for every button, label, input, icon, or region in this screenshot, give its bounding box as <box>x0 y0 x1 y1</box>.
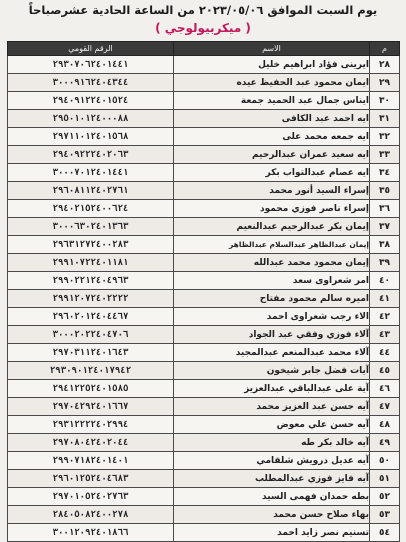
row-number: ٤٣ <box>370 326 400 344</box>
national-id: ٢٩٩٠٧١٨٢٤٠١٤٠١ <box>8 452 174 470</box>
student-name: آيات فضل جابر شيخون <box>174 362 370 380</box>
student-name: ايه سعيد عمران عبدالرحيم <box>174 146 370 164</box>
student-name: ايمان محمود عبد الحفيظ عيده <box>174 74 370 92</box>
header-num: م <box>370 42 400 56</box>
table-row <box>8 236 400 254</box>
table-row <box>8 362 400 380</box>
row-number: ٤٩ <box>370 434 400 452</box>
table-row <box>8 182 400 200</box>
national-id: ٢٩٧٠٣١١٢٤٠١٦٤٣ <box>8 344 174 362</box>
student-name: الاء رجب شعراوى احمد <box>174 308 370 326</box>
table-row <box>8 254 400 272</box>
national-id: ٢٩٤١٢٢٥٢٤٠١٥٨٥ <box>8 380 174 398</box>
row-number: ٤٨ <box>370 416 400 434</box>
table-row <box>8 326 400 344</box>
national-id: ٢٩٦٠١٢٥٢٤٠٤٦٨٣ <box>8 470 174 488</box>
row-number: ٤٥ <box>370 362 400 380</box>
student-name: آلاء فوزي وفقي عبد الجواد <box>174 326 370 344</box>
student-name: آية على عبدالباقي عبدالعزيز <box>174 380 370 398</box>
row-number: ٤٦ <box>370 380 400 398</box>
student-name: بطه حمدان فهمى السيد <box>174 488 370 506</box>
student-name: بهاء صلاح حسن محمد <box>174 506 370 524</box>
table-row <box>8 110 400 128</box>
row-number: ٣١ <box>370 110 400 128</box>
row-number: ٣٣ <box>370 146 400 164</box>
row-number: ٤٤ <box>370 344 400 362</box>
student-name: آيه حسن علي معوض <box>174 416 370 434</box>
table-row <box>8 164 400 182</box>
row-number: ٤٢ <box>370 308 400 326</box>
student-name: ايناس جمال عبد الحميد جمعة <box>174 92 370 110</box>
table-row <box>8 200 400 218</box>
national-id: ٢٩٤٠٩١٢٢٤٠١٥٢٤ <box>8 92 174 110</box>
national-id: ٢٩٧١١٠١٢٤٠١٥٦٨ <box>8 128 174 146</box>
student-name: ايرينى فؤاد ابراهيم خليل <box>174 56 370 74</box>
row-number: ٣٨ <box>370 236 400 254</box>
table-row <box>8 416 400 434</box>
national-id: ٣٠٠١٢٠٩٢٤٠١٨٦٦ <box>8 524 174 542</box>
row-number: ٣٧ <box>370 218 400 236</box>
row-number: ٣٤ <box>370 164 400 182</box>
table-row <box>8 380 400 398</box>
row-number: ٢٩ <box>370 74 400 92</box>
student-name: آيه عديل درويش شلقامي <box>174 452 370 470</box>
row-number: ٣٩ <box>370 254 400 272</box>
national-id: ٢٩٩١٠٧٢٢٤٠١١٨١ <box>8 254 174 272</box>
student-name: آيه حسن عبد العزيز محمد <box>174 398 370 416</box>
table-row <box>8 506 400 524</box>
national-id: ٢٩٦٠٢٠١٢٤٠٤٤٦٧ <box>8 308 174 326</box>
table-row <box>8 488 400 506</box>
row-number: ٤٠ <box>370 272 400 290</box>
national-id: ٢٩٤٠٢١٥٢٤٠٠٦٢٤ <box>8 200 174 218</box>
row-number: ٥٠ <box>370 452 400 470</box>
national-id: ٢٩٧٠١٠٥٢٤٠٢٧٦٣ <box>8 488 174 506</box>
row-number: ٤١ <box>370 290 400 308</box>
table-row <box>8 398 400 416</box>
table-row <box>8 308 400 326</box>
national-id: ٣٠٠٠٦٣٠٢٤٠١٣٦٣ <box>8 218 174 236</box>
table-row <box>8 74 400 92</box>
row-number: ٥٤ <box>370 524 400 542</box>
students-table <box>7 41 400 542</box>
row-number: ٣٢ <box>370 128 400 146</box>
national-id: ٢٩٥٠١٠١٢٤٠٠٠٨٨ <box>8 110 174 128</box>
student-name: ايه جمعه محمد على <box>174 128 370 146</box>
national-id: ٢٩٩٠٢٢١٢٤٠٤٩٦٣ <box>8 272 174 290</box>
national-id: ٢٩٣٠٧٠٦٢٤٠١٤٤١ <box>8 56 174 74</box>
student-name: ايه احمد عبد الكافى <box>174 110 370 128</box>
table-row <box>8 470 400 488</box>
student-name: إيمان محمود محمد عبدالله <box>174 254 370 272</box>
national-id: ٣٠٠٠٧٠١٢٤٠١٤٤١ <box>8 164 174 182</box>
table-row <box>8 56 400 74</box>
row-number: ٣٦ <box>370 200 400 218</box>
row-number: ٣٥ <box>370 182 400 200</box>
national-id: ٢٩٣١٢٢٢٢٤٠٢٩٩٤ <box>8 416 174 434</box>
table-row <box>8 92 400 110</box>
table-row <box>8 344 400 362</box>
table-row <box>8 272 400 290</box>
student-name: آلاء محمد عبدالمنعم عبدالمجيد <box>174 344 370 362</box>
row-number: ٥٣ <box>370 506 400 524</box>
student-name: آيه خالد بكر طه <box>174 434 370 452</box>
header-name: الاسم <box>174 42 370 56</box>
table-row <box>8 290 400 308</box>
page-subtitle: ( ميكربيولوجي ) <box>155 21 251 35</box>
national-id: ٢٩٦٠٨١١٢٤٠٢٧٦١ <box>8 182 174 200</box>
table-row <box>8 128 400 146</box>
student-name: اميره سالم محمود مفتاح <box>174 290 370 308</box>
national-id: ٢٩٧٠٤٢٩٢٤٠١٦٦٧ <box>8 398 174 416</box>
header-nid: الرقم القومي <box>8 42 174 56</box>
student-name: إسراء السيد أنور محمد <box>174 182 370 200</box>
national-id: ٣٠٠٠٢٠٢٢٤٠٤٧٠٦ <box>8 326 174 344</box>
national-id: ٢٩٤٠٩٢٢٢٤٠٢٠٦٣ <box>8 146 174 164</box>
row-number: ٥٢ <box>370 488 400 506</box>
national-id: ٢٩٦٣١٢٧٢٤٠٠٢٨٣ <box>8 236 174 254</box>
row-number: ٢٨ <box>370 56 400 74</box>
table-body <box>8 56 400 542</box>
student-name: ايه عصام عبدالتواب بكر <box>174 164 370 182</box>
table-row <box>8 434 400 452</box>
page-title: يوم السبت الموافق ٢٠٢٣/٠٥/٠٦ من الساعة الحادية عشرصباحاً <box>28 3 378 17</box>
national-id: ٢٩٣٠٩٠١٢٤٠١٧٩٤٢ <box>8 362 174 380</box>
national-id: ٢٩٧٠٨٠٤٢٤٠٢٠٤٤ <box>8 434 174 452</box>
table-header-row <box>8 42 400 56</box>
table-row <box>8 524 400 542</box>
row-number: ٣٠ <box>370 92 400 110</box>
national-id: ٢٨٤٠٥٠٨٢٤٠٠٢٧٨ <box>8 506 174 524</box>
student-name: إسراء ناصر فوزي محمود <box>174 200 370 218</box>
student-name: إيمان عبدالظاهر عبدالسلام عبدالظاهر <box>174 236 370 254</box>
national-id: ٣٠٠٠٩١٦٢٤٠٤٣٤٤ <box>8 74 174 92</box>
student-name: إيمان بكر عبدالرحيم عبدالنعيم <box>174 218 370 236</box>
national-id: ٢٩٩١٢٠٧٢٤٠٢٢٢٢ <box>8 290 174 308</box>
student-name: تسنيم نصر زايد احمد <box>174 524 370 542</box>
table-row <box>8 452 400 470</box>
row-number: ٥١ <box>370 470 400 488</box>
row-number: ٤٧ <box>370 398 400 416</box>
table-row <box>8 218 400 236</box>
table-row <box>8 146 400 164</box>
student-name: آيه فايز فوزي عبدالمطلب <box>174 470 370 488</box>
student-name: امر شعراوى سعد <box>174 272 370 290</box>
